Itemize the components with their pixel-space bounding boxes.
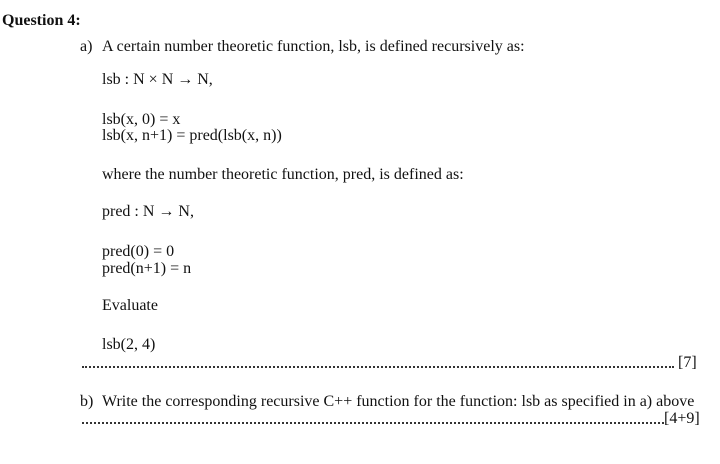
question-title: Question 4: <box>2 12 81 29</box>
part-a-marks: [7] <box>678 354 697 371</box>
evaluate-expression: lsb(2, 4) <box>102 336 156 353</box>
pred-signature: pred : N → N, <box>102 203 194 220</box>
part-b-text: Write the corresponding recursive C++ function for the function: lsb as specified in a) above <box>102 393 695 410</box>
pred-rule-1: pred(0) = 0 <box>102 243 175 260</box>
lsb-signature: lsb : N × N → N, <box>102 71 213 88</box>
part-b-marks: [4+9] <box>664 410 700 427</box>
part-a-intro: A certain number theoretic function, lsb, is defined recursively as: <box>102 38 525 55</box>
part-a-label: a) <box>80 38 93 55</box>
part-b-label: b) <box>80 393 94 410</box>
answer-line-a <box>82 366 674 368</box>
pred-where-text: where the number theoretic function, pred, is defined as: <box>102 166 464 183</box>
pred-rule-2: pred(n+1) = n <box>102 260 192 277</box>
evaluate-label: Evaluate <box>102 297 158 314</box>
lsb-rule-1: lsb(x, 0) = x <box>102 111 181 128</box>
answer-line-b <box>82 422 664 424</box>
lsb-rule-2: lsb(x, n+1) = pred(lsb(x, n)) <box>102 127 282 144</box>
